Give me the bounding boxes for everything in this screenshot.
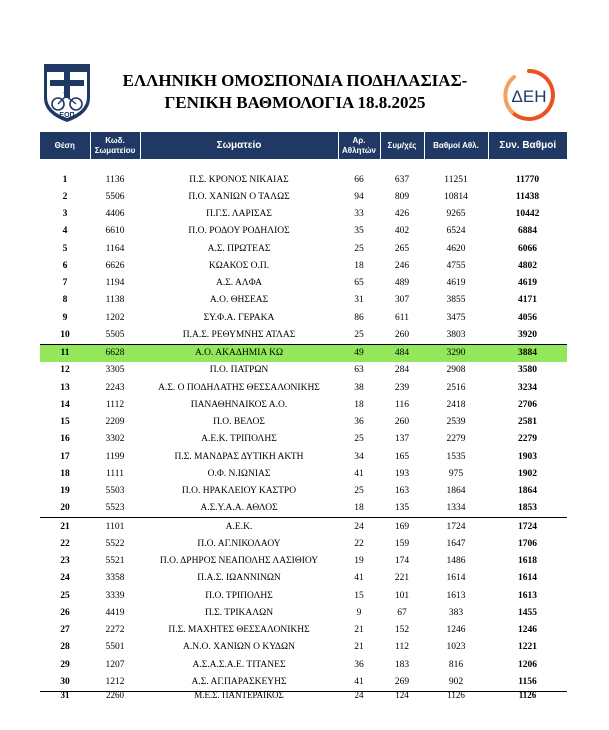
position-cell: 13 xyxy=(60,382,70,393)
athletes-cell: 18 xyxy=(338,500,380,518)
participations-cell: 239 xyxy=(394,382,410,393)
position-cell: 29 xyxy=(60,659,70,670)
total-points-cell: 6066 xyxy=(518,243,537,254)
participations-cell: 426 xyxy=(394,209,410,220)
club-name-cell: Π.Σ. ΜΑΝΔΡΑΣ ΔΥΤΙΚΗ ΑΚΤΗ xyxy=(174,451,304,462)
athletes-cell: 18 xyxy=(354,260,364,271)
position-cell: 19 xyxy=(60,486,70,497)
total-points-cell: 2581 xyxy=(518,417,537,428)
participations-cell: 402 xyxy=(394,226,410,237)
total-points-cell: 1206 xyxy=(518,659,537,670)
total-points-cell: 4056 xyxy=(518,312,537,323)
athletes-cell: 24 xyxy=(354,521,364,532)
total-points-cell: 1613 xyxy=(518,590,537,601)
header-position: Θέση xyxy=(40,132,90,159)
table-row xyxy=(40,188,567,205)
participations-cell: 174 xyxy=(394,556,410,567)
table-row xyxy=(40,257,567,274)
federation-logo xyxy=(42,62,92,124)
total-points-cell: 4802 xyxy=(518,260,537,271)
position-cell: 9 xyxy=(62,312,68,323)
athlete-points-cell: 902 xyxy=(424,673,488,691)
table-body xyxy=(40,159,567,702)
position-cell: 17 xyxy=(60,451,70,462)
table-row xyxy=(40,223,567,240)
total-points-cell: 2279 xyxy=(518,434,537,445)
athletes-cell: 31 xyxy=(354,295,364,306)
club-code-cell: 5522 xyxy=(105,538,125,549)
table-row xyxy=(40,500,567,518)
club-code-cell: 3339 xyxy=(105,590,125,601)
club-code-cell: 1112 xyxy=(105,399,125,410)
total-points-cell: 3884 xyxy=(488,344,567,362)
athletes-cell: 22 xyxy=(354,538,364,549)
header-total-points: Συν. Βαθμοί xyxy=(488,132,567,159)
total-points-cell: 1246 xyxy=(518,625,537,636)
athletes-cell: 36 xyxy=(354,659,364,670)
table-row xyxy=(40,292,567,309)
athletes-cell: 66 xyxy=(354,174,364,185)
athletes-cell: 15 xyxy=(354,590,364,601)
participations-cell: 67 xyxy=(397,607,407,618)
club-name-cell: Α.Ν.Ο. ΧΑΝΙΩΝ Ο ΚΥΔΩΝ xyxy=(183,642,295,653)
athletes-cell: 21 xyxy=(354,642,364,653)
club-name-cell: Π.Ο. ΔΡΗΡΟΣ ΝΕΑΠΟΛΗΣ ΛΑΣΙΘΙΟΥ xyxy=(159,556,319,567)
position-cell: 5 xyxy=(62,243,68,254)
total-points-cell: 1903 xyxy=(518,451,537,462)
position-cell: 23 xyxy=(60,556,70,567)
position-cell: 28 xyxy=(60,642,70,653)
club-name-cell: Ο.Φ. Ν.ΙΩΝΙΑΣ xyxy=(207,468,271,479)
athlete-points-cell: 3803 xyxy=(424,326,488,344)
club-code-cell: 1111 xyxy=(106,468,124,479)
club-code-cell: 1101 xyxy=(105,521,125,532)
total-points-cell: 1156 xyxy=(488,673,567,691)
athlete-points-cell: 2539 xyxy=(446,417,466,428)
club-name-cell: ΚΩΑΚΟΣ Ο.Π. xyxy=(208,260,270,271)
athletes-cell: 41 xyxy=(354,573,364,584)
athletes-cell: 19 xyxy=(354,556,364,567)
participations-cell: 165 xyxy=(394,451,410,462)
header-participations: Συμ/χές xyxy=(380,132,424,159)
total-points-cell: 1724 xyxy=(518,521,537,532)
athlete-points-cell: 1864 xyxy=(446,486,466,497)
table-row xyxy=(40,570,567,587)
club-name-cell: Π.Ο. ΤΡΙΠΟΛΗΣ xyxy=(205,590,273,601)
athlete-points-cell: 1246 xyxy=(446,625,466,636)
total-points-cell: 4619 xyxy=(518,278,537,289)
club-code-cell: 1138 xyxy=(105,295,125,306)
participations-cell: 116 xyxy=(395,399,409,410)
participations-cell: 260 xyxy=(380,326,424,344)
standings-table xyxy=(40,132,567,702)
club-code-cell: 6626 xyxy=(105,260,125,271)
club-name-cell: Α.Σ. ΠΡΩΤΕΑΣ xyxy=(207,243,271,254)
participations-cell: 260 xyxy=(394,417,410,428)
club-name-cell: Π.Γ.Σ. ΛΑΡΙΣΑΣ xyxy=(206,209,272,220)
spacer-row xyxy=(40,159,567,171)
club-code-cell: 4419 xyxy=(105,607,125,618)
table-row xyxy=(40,553,567,570)
athletes-cell: 25 xyxy=(354,486,364,497)
athlete-points-cell: 1614 xyxy=(446,573,466,584)
athlete-points-cell: 1535 xyxy=(446,451,466,462)
table-row xyxy=(40,362,567,379)
participations-cell: 135 xyxy=(380,500,424,518)
athlete-points-cell: 11251 xyxy=(444,174,468,185)
athletes-cell: 25 xyxy=(354,434,364,445)
athlete-points-cell: 1334 xyxy=(424,500,488,518)
participations-cell: 809 xyxy=(394,191,410,202)
athlete-points-cell: 2908 xyxy=(446,365,466,376)
athlete-points-cell: 1647 xyxy=(446,538,466,549)
athlete-points-cell: 6524 xyxy=(446,226,466,237)
club-code-cell: 3302 xyxy=(105,434,125,445)
table-header-row xyxy=(40,132,567,159)
club-name-cell: Α.Σ. Ο ΠΟΔΗΛΑΤΗΣ ΘΕΣΣΑΛΟΝΙΚΗΣ xyxy=(158,382,320,393)
position-cell: 6 xyxy=(62,260,68,271)
athletes-cell: 25 xyxy=(338,326,380,344)
position-cell: 25 xyxy=(60,590,70,601)
club-code-cell: 3305 xyxy=(105,365,125,376)
club-name-cell: Π.Ο. ΡΟΔΟΥ ΡΟΔΗΛΙΟΣ xyxy=(188,226,290,237)
standings-table-container xyxy=(40,132,567,702)
table-row xyxy=(40,326,567,344)
club-code-cell: 1207 xyxy=(105,659,125,670)
position-cell: 3 xyxy=(62,209,68,220)
total-points-cell: 1853 xyxy=(488,500,567,518)
position-cell: 15 xyxy=(60,417,70,428)
position-cell: 22 xyxy=(60,538,70,549)
sponsor-logo xyxy=(502,68,556,122)
participations-cell: 611 xyxy=(395,312,409,323)
position-cell: 14 xyxy=(60,399,70,410)
total-points-cell: 4171 xyxy=(518,295,537,306)
club-code-cell: 1136 xyxy=(105,174,125,185)
total-points-cell: 2706 xyxy=(518,399,537,410)
participations-cell: 112 xyxy=(395,642,409,653)
athletes-cell: 36 xyxy=(354,417,364,428)
athletes-cell: 24 xyxy=(354,691,364,700)
club-code-cell: 1202 xyxy=(105,312,125,323)
position-cell: 20 xyxy=(40,500,90,518)
club-name-cell: Α.Σ.Υ.Α.Α. ΑΘΛΟΣ xyxy=(140,500,338,518)
position-cell: 1 xyxy=(62,174,68,185)
athlete-points-cell: 3290 xyxy=(424,344,488,362)
club-code-cell: 1194 xyxy=(105,278,125,289)
total-points-cell: 1706 xyxy=(518,538,537,549)
participations-cell: 284 xyxy=(394,365,410,376)
athletes-cell: 63 xyxy=(354,365,364,376)
table-row xyxy=(40,171,567,188)
table-row xyxy=(40,414,567,431)
table-row xyxy=(40,379,567,396)
club-code-cell: 5501 xyxy=(105,642,125,653)
club-name-cell: Π.Ο. ΧΑΝΙΩΝ Ο ΤΑΛΩΣ xyxy=(188,191,290,202)
position-cell: 8 xyxy=(62,295,68,306)
position-cell: 27 xyxy=(60,625,70,636)
total-points-cell: 1221 xyxy=(518,642,537,653)
club-code-cell: 2209 xyxy=(105,417,125,428)
total-points-cell: 1455 xyxy=(518,607,537,618)
position-cell: 21 xyxy=(60,521,70,532)
club-name-cell: Α.Ο. ΘΗΣΕΑΣ xyxy=(209,295,269,306)
position-cell: 12 xyxy=(60,365,70,376)
total-points-cell: 3580 xyxy=(518,365,537,376)
table-row xyxy=(40,431,567,448)
table-row xyxy=(40,518,567,536)
club-name-cell: Α.Σ.Α.Σ.Α.Ε. ΤΙΤΑΝΕΣ xyxy=(192,659,286,670)
table-row xyxy=(40,465,567,482)
athletes-cell: 21 xyxy=(354,625,364,636)
position-cell: 18 xyxy=(60,468,70,479)
athlete-points-cell: 1613 xyxy=(446,590,466,601)
athletes-cell: 86 xyxy=(354,312,364,323)
club-name-cell: Π.Ο. ΑΓ.ΝΙΚΟΛΑΟΥ xyxy=(197,538,281,549)
participations-cell: 221 xyxy=(394,573,410,584)
header-club-name: Σωματείο xyxy=(140,132,338,159)
table-row xyxy=(40,275,567,292)
total-points-cell: 1126 xyxy=(518,691,537,700)
club-name-cell: Μ.Ε.Σ. ΠΑΝΤΕΡΑΙΚΟΣ xyxy=(194,691,284,700)
club-name-cell: Π.Ο. ΒΕΛΟΣ xyxy=(213,417,265,428)
athletes-cell: 65 xyxy=(354,278,364,289)
participations-cell: 484 xyxy=(380,344,424,362)
table-row xyxy=(40,587,567,604)
position-cell: 24 xyxy=(60,573,70,584)
table-row xyxy=(40,622,567,639)
table-row xyxy=(40,656,567,673)
participations-cell: 169 xyxy=(394,521,410,532)
club-name-cell: Α.Ο. ΑΚΑΔΗΜΙΑ ΚΩ xyxy=(140,344,338,362)
total-points-cell: 1618 xyxy=(518,556,537,567)
total-points-cell: 6884 xyxy=(518,226,537,237)
club-name-cell: Π.Ο. ΗΡΑΚΛΕΙΟΥ ΚΑΣΤΡΟ xyxy=(181,486,297,497)
total-points-cell: 1902 xyxy=(518,468,537,479)
participations-cell: 159 xyxy=(394,538,410,549)
table-row xyxy=(40,206,567,223)
club-code-cell: 3358 xyxy=(105,573,125,584)
athlete-points-cell: 1126 xyxy=(447,691,465,700)
position-cell: 30 xyxy=(40,673,90,691)
athletes-cell: 38 xyxy=(354,382,364,393)
table-row xyxy=(40,309,567,326)
participations-cell: 163 xyxy=(394,486,410,497)
title-line-1: ΕΛΛΗΝΙΚΗ ΟΜΟΣΠΟΝΔΙΑ ΠΟΔΗΛΑΣΙΑΣ- xyxy=(122,71,468,90)
club-code-cell: 1199 xyxy=(105,451,125,462)
svg-text:ΕΟΠ: ΕΟΠ xyxy=(59,112,75,119)
athletes-cell: 9 xyxy=(356,607,362,618)
participations-cell: 101 xyxy=(394,590,410,601)
athlete-points-cell: 1023 xyxy=(446,642,466,653)
title-line-2: ΓΕΝΙΚΗ ΒΑΘΜΟΛΟΓΙΑ 18.8.2025 xyxy=(164,93,426,112)
athletes-cell: 94 xyxy=(354,191,364,202)
athletes-cell: 25 xyxy=(354,243,364,254)
header-athlete-points: Βαθμοί Αθλ. xyxy=(424,132,488,159)
club-code-cell: 1212 xyxy=(90,673,140,691)
table-row xyxy=(40,535,567,552)
athlete-points-cell: 2279 xyxy=(446,434,466,445)
table-row xyxy=(40,691,567,702)
participations-cell: 489 xyxy=(394,278,410,289)
club-name-cell: Α.Σ. ΑΓ.ΠΑΡΑΣΚΕΥΗΣ xyxy=(140,673,338,691)
club-code-cell: 5521 xyxy=(105,556,125,567)
club-name-cell: ΣΥ.Φ.Α. ΓΕΡΑΚΑ xyxy=(203,312,275,323)
participations-cell: 307 xyxy=(394,295,410,306)
club-code-cell: 2272 xyxy=(105,625,125,636)
club-code-cell: 1164 xyxy=(105,243,125,254)
athletes-cell: 33 xyxy=(354,209,364,220)
participations-cell: 124 xyxy=(395,691,409,700)
athlete-points-cell: 1486 xyxy=(446,556,466,567)
participations-cell: 193 xyxy=(394,468,410,479)
club-code-cell: 5523 xyxy=(90,500,140,518)
header-athletes: Αρ. Αθλητών xyxy=(338,132,380,159)
club-name-cell: Π.Σ. ΜΑΧΗΤΕΣ ΘΕΣΣΑΛΟΝΙΚΗΣ xyxy=(168,625,310,636)
athlete-points-cell: 2418 xyxy=(446,399,466,410)
athlete-points-cell: 4620 xyxy=(446,243,466,254)
total-points-cell: 11770 xyxy=(515,174,540,185)
participations-cell: 137 xyxy=(394,434,410,445)
athlete-points-cell: 4755 xyxy=(446,260,466,271)
athlete-points-cell: 1724 xyxy=(446,521,466,532)
club-code-cell: 5505 xyxy=(90,326,140,344)
table-row xyxy=(40,483,567,500)
club-code-cell: 2260 xyxy=(106,691,124,700)
position-cell: 4 xyxy=(62,226,68,237)
total-points-cell: 11438 xyxy=(515,191,540,202)
athletes-cell: 34 xyxy=(354,451,364,462)
club-name-cell: Α.Σ. ΑΛΦΑ xyxy=(215,278,263,289)
table-row xyxy=(40,639,567,656)
participations-cell: 246 xyxy=(394,260,410,271)
position-cell: 10 xyxy=(40,326,90,344)
participations-cell: 183 xyxy=(394,659,410,670)
table-row xyxy=(40,344,567,362)
athlete-points-cell: 4619 xyxy=(446,278,466,289)
position-cell: 7 xyxy=(62,278,68,289)
club-code-cell: 6610 xyxy=(105,226,125,237)
participations-cell: 265 xyxy=(394,243,410,254)
table-row xyxy=(40,448,567,465)
total-points-cell: 3920 xyxy=(488,326,567,344)
position-cell: 16 xyxy=(60,434,70,445)
table-row xyxy=(40,673,567,691)
total-points-cell: 3234 xyxy=(518,382,537,393)
position-cell: 11 xyxy=(40,344,90,362)
table-row xyxy=(40,396,567,413)
athlete-points-cell: 9265 xyxy=(446,209,466,220)
participations-cell: 637 xyxy=(394,174,410,185)
athlete-points-cell: 10814 xyxy=(444,191,468,202)
document-title xyxy=(100,70,490,114)
club-name-cell: Π.Α.Σ. ΙΩΑΝΝΙΝΩΝ xyxy=(197,573,281,584)
athlete-points-cell: 2516 xyxy=(446,382,466,393)
athletes-cell: 41 xyxy=(354,468,364,479)
position-cell: 31 xyxy=(60,691,70,700)
club-name-cell: Α.Ε.Κ. xyxy=(225,521,253,532)
club-code-cell: 6628 xyxy=(90,344,140,362)
total-points-cell: 1614 xyxy=(518,573,537,584)
total-points-cell: 1864 xyxy=(518,486,537,497)
athlete-points-cell: 3475 xyxy=(446,312,466,323)
table-row xyxy=(40,604,567,621)
athlete-points-cell: 3855 xyxy=(446,295,466,306)
athletes-cell: 49 xyxy=(338,344,380,362)
participations-cell: 152 xyxy=(394,625,410,636)
club-name-cell: ΠΑΝΑΘΗΝΑΙΚΟΣ Α.Ο. xyxy=(190,399,288,410)
club-name-cell: Π.Α.Σ. ΡΕΘΥΜΝΗΣ ΑΤΛΑΣ xyxy=(140,326,338,344)
club-name-cell: Π.Σ. ΚΡΟΝΟΣ ΝΙΚΑΙΑΣ xyxy=(189,174,289,185)
athletes-cell: 41 xyxy=(338,673,380,691)
club-code-cell: 5506 xyxy=(105,191,125,202)
table-row xyxy=(40,240,567,257)
club-name-cell: Α.Ε.Κ. ΤΡΙΠΟΛΗΣ xyxy=(201,434,277,445)
position-cell: 2 xyxy=(62,191,68,202)
position-cell: 26 xyxy=(60,607,70,618)
athlete-points-cell: 975 xyxy=(448,468,464,479)
total-points-cell: 10442 xyxy=(515,209,540,220)
athlete-points-cell: 383 xyxy=(448,607,464,618)
athlete-points-cell: 816 xyxy=(448,659,464,670)
athletes-cell: 18 xyxy=(354,399,364,410)
club-code-cell: 2243 xyxy=(105,382,125,393)
participations-cell: 269 xyxy=(380,673,424,691)
club-name-cell: Π.Ο. ΠΑΤΡΩΝ xyxy=(209,365,269,376)
club-code-cell: 5503 xyxy=(105,486,125,497)
header-club-code: Κωδ. Σωματείου xyxy=(90,132,140,159)
club-name-cell: Π.Σ. ΤΡΙΚΑΛΩΝ xyxy=(204,607,274,618)
athletes-cell: 35 xyxy=(354,226,364,237)
svg-text:ΔΕΗ: ΔΕΗ xyxy=(511,87,547,106)
club-code-cell: 4406 xyxy=(105,209,125,220)
